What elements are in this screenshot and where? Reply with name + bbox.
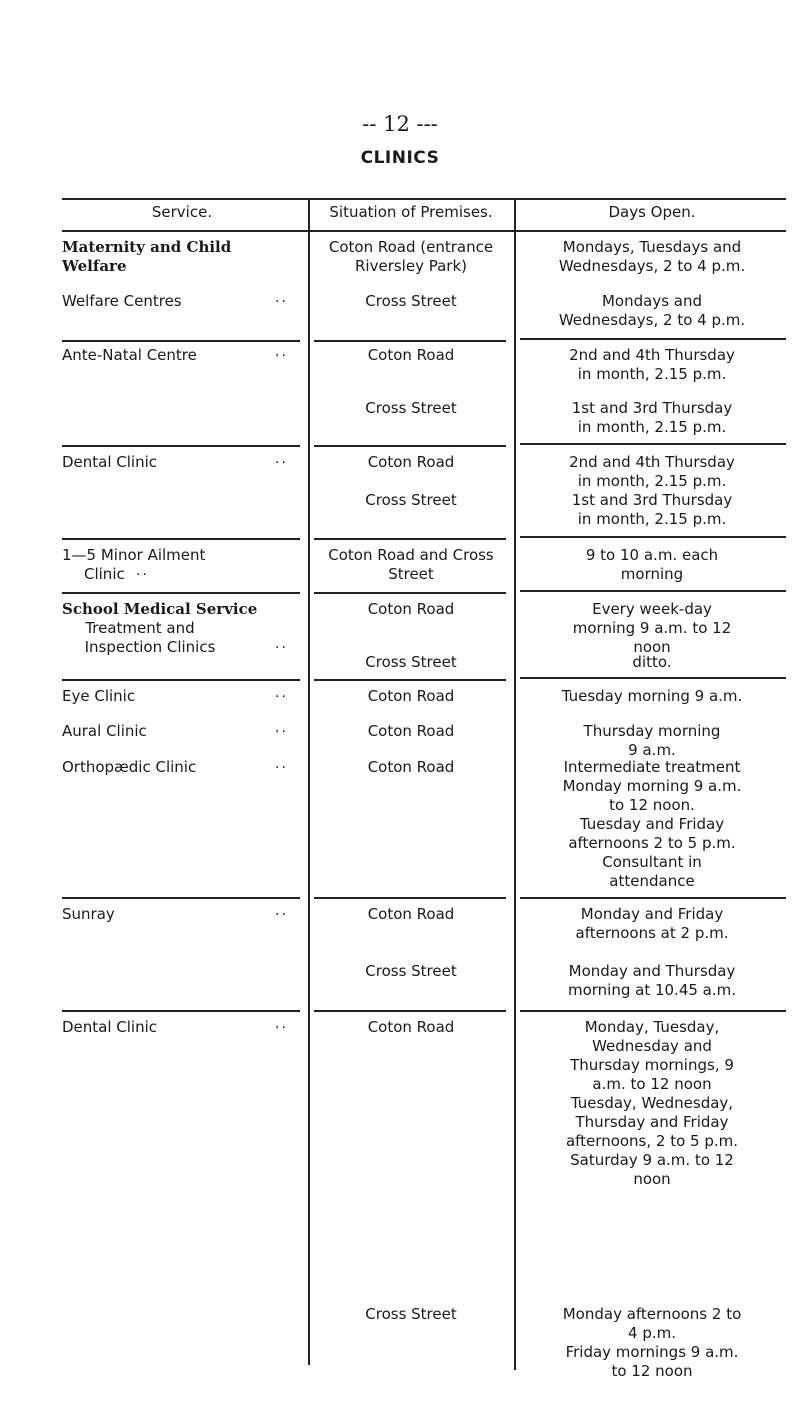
service-school-medical-2: Treatment and (85, 619, 195, 637)
site-cross-street: Cross Street (365, 491, 457, 509)
days-dental-1b: in month, 2.15 p.m. (577, 472, 727, 490)
row-rule (314, 897, 506, 899)
service-maternity: Maternity and Child (62, 238, 232, 256)
site-cross-street: Cross Street (365, 292, 457, 310)
days-ortho-5: afternoons 2 to 5 p.m. (568, 834, 736, 852)
site-riversley-park: Riversley Park) (355, 257, 467, 275)
days-minor: 9 to 10 a.m. each (585, 546, 719, 564)
days-school-1b: morning 9 a.m. to 12 (572, 619, 732, 637)
site-coton-road: Coton Road (367, 346, 455, 364)
days-sunray-2: Monday and Thursday (568, 962, 736, 980)
days-ortho-2: Monday morning 9 a.m. (562, 777, 742, 795)
site-coton-road: Coton Road (367, 905, 455, 923)
service-antenatal: Ante-Natal Centre (62, 346, 197, 364)
table-top-rule (62, 198, 786, 200)
header-rule (62, 230, 786, 232)
row-rule (520, 677, 786, 679)
days-dental2-12: Friday mornings 9 a.m. (565, 1343, 739, 1361)
days-ortho-6: Consultant in (602, 853, 702, 871)
row-rule (314, 538, 506, 540)
days-antenatal-1b: in month, 2.15 p.m. (577, 365, 727, 383)
days-dental2-4: a.m. to 12 noon (592, 1075, 712, 1093)
days-maternity-1: Mondays, Tuesdays and (562, 238, 742, 256)
leader-dots: .. (275, 451, 288, 467)
days-school-2: ditto. (632, 653, 672, 671)
site-cross-street: Cross Street (365, 653, 457, 671)
days-maternity-1b: Wednesdays, 2 to 4 p.m. (558, 257, 746, 275)
days-aural: Thursday morning (583, 722, 721, 740)
header-service: Service. (151, 203, 213, 221)
days-ortho-3: to 12 noon. (609, 796, 695, 814)
service-minor-ailment: 1—5 Minor Ailment (62, 546, 206, 564)
row-rule (520, 536, 786, 538)
days-school-1: Every week-day (592, 600, 712, 618)
row-rule (520, 338, 786, 340)
days-dental2-2: Wednesday and (592, 1037, 712, 1055)
service-dental-clinic: Dental Clinic (62, 453, 158, 471)
days-ortho-4: Tuesday and Friday (579, 815, 725, 833)
service-eye-clinic: Eye Clinic (62, 687, 136, 705)
days-dental-1: 2nd and 4th Thursday (569, 453, 735, 471)
days-antenatal-2b: in month, 2.15 p.m. (577, 418, 727, 436)
service-aural-clinic: Aural Clinic (62, 722, 147, 740)
row-rule (520, 1010, 786, 1012)
site-coton-road: Coton Road (367, 453, 455, 471)
row-rule (62, 897, 300, 899)
service-welfare-centres: Welfare Centres (62, 292, 182, 310)
row-rule (314, 340, 506, 342)
service-sunray: Sunray (62, 905, 115, 923)
days-dental-2b: in month, 2.15 p.m. (577, 510, 727, 528)
days-sunray-1: Monday and Friday (580, 905, 724, 923)
site-coton-road: Coton Road (367, 600, 455, 618)
row-rule (62, 679, 300, 681)
leader-dots: .. (275, 1016, 288, 1032)
leader-dots: .. (275, 903, 288, 919)
service-school-medical-3: Inspection Clinics (84, 638, 216, 656)
header-days: Days Open. (608, 203, 696, 221)
row-rule (520, 897, 786, 899)
days-school-1c: noon (633, 638, 671, 656)
site-coton-and-cross: Coton Road and Cross (328, 546, 494, 564)
row-rule (62, 592, 300, 594)
row-rule (62, 445, 300, 447)
days-maternity-2b: Wednesdays, 2 to 4 p.m. (558, 311, 746, 329)
site-street: Street (388, 565, 434, 583)
site-cross-street: Cross Street (365, 962, 457, 980)
days-dental2-9: noon (633, 1170, 671, 1188)
service-dental-clinic: Dental Clinic (62, 1018, 158, 1036)
days-dental2-7: afternoons, 2 to 5 p.m. (565, 1132, 739, 1150)
leader-dots: .. (275, 344, 288, 360)
days-sunray-2b: morning at 10.45 a.m. (567, 981, 737, 999)
leader-dots: .. (275, 290, 288, 306)
row-rule (62, 1010, 300, 1012)
header-situation: Situation of Premises. (329, 203, 493, 221)
site-cross-street: Cross Street (365, 1305, 457, 1323)
service-orthopaedic-clinic: Orthopædic Clinic (62, 758, 197, 776)
site-coton-road: Coton Road (367, 1018, 455, 1036)
row-rule (314, 1010, 506, 1012)
days-minor-b: morning (620, 565, 684, 583)
page-title: CLINICS (360, 148, 440, 168)
days-dental2-1: Monday, Tuesday, (584, 1018, 720, 1036)
days-dental2-11: 4 p.m. (628, 1324, 676, 1342)
service-minor-ailment-2: Clinic (84, 565, 125, 583)
service-maternity-2: Welfare (62, 257, 127, 275)
days-ortho-1: Intermediate treatment (563, 758, 741, 776)
site-coton-road-entrance: Coton Road (entrance (328, 238, 494, 256)
days-antenatal-2: 1st and 3rd Thursday (571, 399, 733, 417)
site-coton-road: Coton Road (367, 687, 455, 705)
row-rule (520, 443, 786, 445)
row-rule (520, 590, 786, 592)
row-rule (62, 340, 300, 342)
leader-dots: .. (275, 720, 288, 736)
row-rule (314, 445, 506, 447)
site-coton-road: Coton Road (367, 722, 455, 740)
days-aural-b: 9 a.m. (628, 741, 676, 759)
days-sunray-1b: afternoons at 2 p.m. (575, 924, 729, 942)
days-dental2-5: Tuesday, Wednesday, (570, 1094, 734, 1112)
leader-dots: .. (275, 756, 288, 772)
days-maternity-2: Mondays and (601, 292, 703, 310)
row-rule (314, 592, 506, 594)
column-divider-1 (308, 200, 310, 1365)
row-rule (62, 538, 300, 540)
days-dental2-10: Monday afternoons 2 to (562, 1305, 742, 1323)
leader-dots: .. (275, 636, 288, 652)
days-eye: Tuesday morning 9 a.m. (561, 687, 743, 705)
days-dental2-3: Thursday mornings, 9 (570, 1056, 734, 1074)
days-dental2-13: to 12 noon (611, 1362, 693, 1380)
page-number: -- 12 --- (362, 112, 438, 136)
row-rule (314, 679, 506, 681)
days-ortho-7: attendance (609, 872, 695, 890)
leader-dots: .. (275, 685, 288, 701)
days-antenatal-1: 2nd and 4th Thursday (569, 346, 735, 364)
site-cross-street: Cross Street (365, 399, 457, 417)
days-dental-2: 1st and 3rd Thursday (571, 491, 733, 509)
days-dental2-8: Saturday 9 a.m. to 12 (570, 1151, 734, 1169)
days-dental2-6: Thursday and Friday (575, 1113, 729, 1131)
site-coton-road: Coton Road (367, 758, 455, 776)
leader-dots: .. (136, 563, 149, 579)
column-divider-2 (514, 200, 516, 1370)
service-school-medical: School Medical Service (62, 600, 258, 618)
